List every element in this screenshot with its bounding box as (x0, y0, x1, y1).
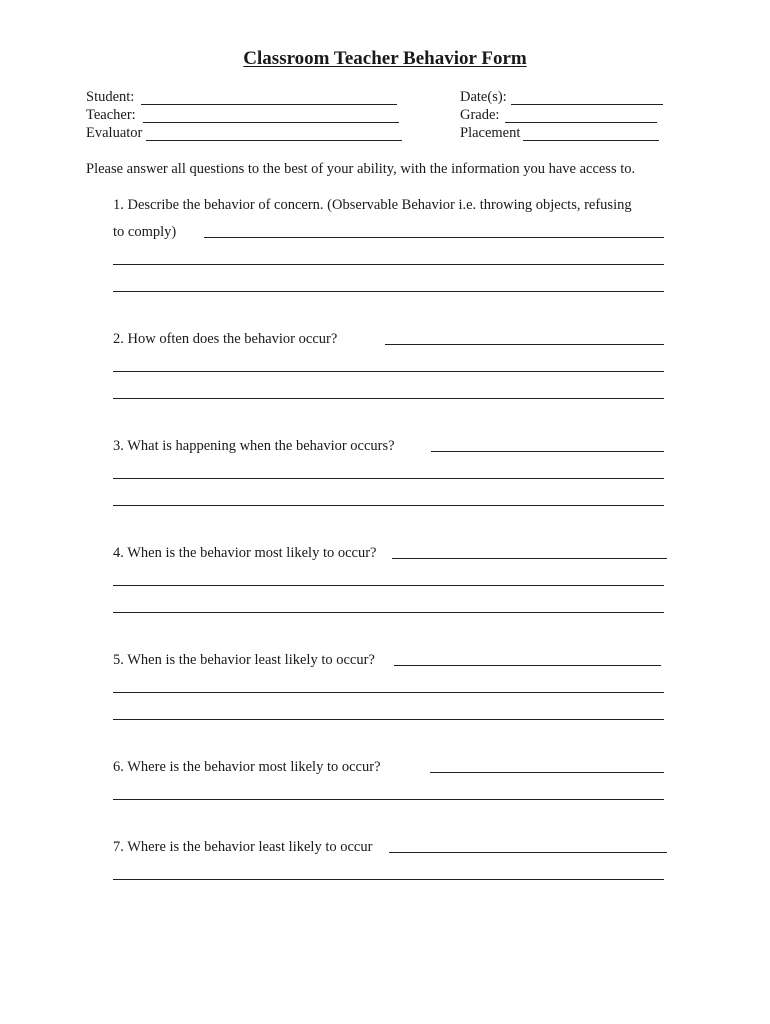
instructions: Please answer all questions to the best of your ability, with the information you have access to. (86, 161, 636, 177)
question-5-text: 5. When is the behavior least likely to occur? (113, 652, 375, 668)
student-label: Student: (86, 89, 135, 105)
question-2-answer-line-3[interactable] (113, 398, 664, 399)
question-4-answer-line-2[interactable] (113, 585, 664, 586)
question-3-answer-line-1[interactable] (431, 451, 664, 452)
question-6-text: 6. Where is the behavior most likely to occur? (113, 759, 381, 775)
teacher-label: Teacher: (86, 107, 136, 123)
question-1-answer-line-3[interactable] (113, 291, 664, 292)
question-2-answer-line-2[interactable] (113, 371, 664, 372)
evaluator-field[interactable] (146, 140, 402, 141)
question-1-answer-line-2[interactable] (113, 264, 664, 265)
question-1-text: 1. Describe the behavior of concern. (Observable Behavior i.e. throwing objects, refusing (113, 197, 632, 213)
page-title: Classroom Teacher Behavior Form (243, 48, 527, 69)
question-5-answer-line-1[interactable] (394, 665, 661, 666)
question-3-answer-line-2[interactable] (113, 478, 664, 479)
placement-label: Placement (460, 125, 521, 141)
question-6-answer-line-2[interactable] (113, 799, 664, 800)
evaluator-label: Evaluator (86, 125, 143, 141)
teacher-field[interactable] (143, 122, 399, 123)
grade-field[interactable] (505, 122, 657, 123)
question-5-answer-line-2[interactable] (113, 692, 664, 693)
question-7-answer-line-2[interactable] (113, 879, 664, 880)
question-4-answer-line-1[interactable] (392, 558, 667, 559)
dates-field[interactable] (511, 104, 663, 105)
question-1-text-continued: to comply) (113, 224, 177, 240)
question-1-answer-line-1[interactable] (204, 237, 664, 238)
student-field[interactable] (141, 104, 397, 105)
question-3-text: 3. What is happening when the behavior occurs? (113, 438, 395, 454)
question-2-text: 2. How often does the behavior occur? (113, 331, 338, 347)
question-2-answer-line-1[interactable] (385, 344, 664, 345)
question-7-answer-line-1[interactable] (389, 852, 667, 853)
grade-label: Grade: (460, 107, 500, 123)
question-5-answer-line-3[interactable] (113, 719, 664, 720)
question-3-answer-line-3[interactable] (113, 505, 664, 506)
dates-label: Date(s): (460, 89, 507, 105)
question-4-text: 4. When is the behavior most likely to occur? (113, 545, 377, 561)
question-6-answer-line-1[interactable] (430, 772, 664, 773)
question-7-text: 7. Where is the behavior least likely to occur (113, 839, 373, 855)
placement-field[interactable] (523, 140, 659, 141)
question-4-answer-line-3[interactable] (113, 612, 664, 613)
